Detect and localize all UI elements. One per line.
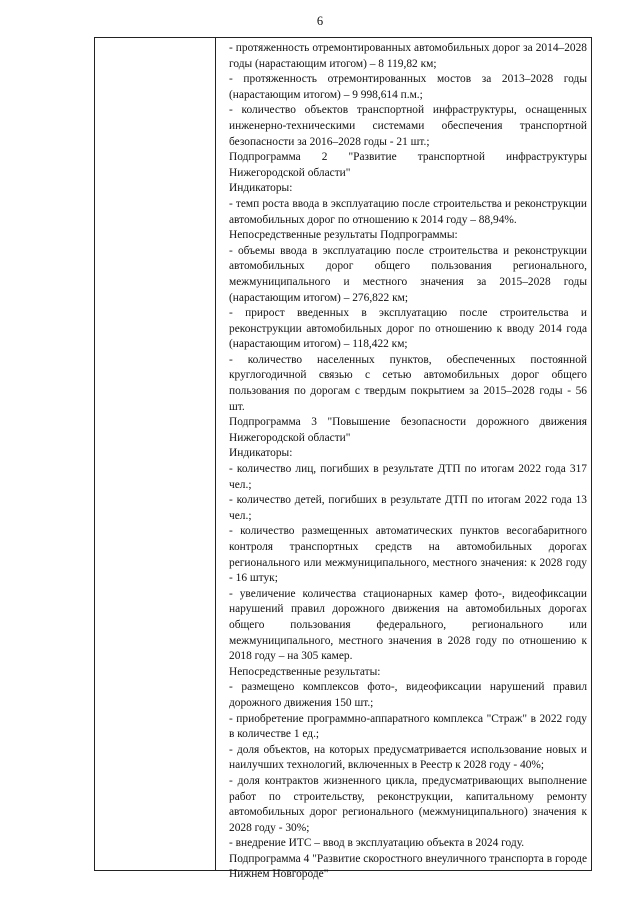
paragraph: - объемы ввода в эксплуатацию после строительства и реконструкции автомобильных дорог общего пользования регионального, межмуниципального и местного значения за 2015–2028 годы (нарастающим итогом) – 276,822 км; bbox=[229, 244, 587, 304]
paragraph: - протяженность отремонтированных мостов за 2013–2028 годы (нарастающим итогом) – 9 998,614 п.м.; bbox=[229, 73, 587, 101]
paragraph: - протяженность отремонтированных автомобильных дорог за 2014–2028 годы (нарастающим итогом) – 8 119,82 км; bbox=[229, 42, 587, 70]
paragraph: Индикаторы: bbox=[229, 447, 293, 460]
paragraph: - доля контрактов жизненного цикла, предусматривающих выполнение работ по строительству, реконструкции, капитальному ремонту автомобильных дорог регионального (межмуниципального) значения к 2028 году - 30%; bbox=[229, 774, 587, 834]
paragraph: - доля объектов, на которых предусматривается использование новых и наилучших технологий, включенных в Реестр к 2028 году - 40%; bbox=[229, 743, 587, 772]
paragraph: Подпрограмма 4 "Развитие скоростного внеуличного транспорта в городе Нижнем Новгороде" bbox=[229, 852, 587, 881]
paragraph: Непосредственные результаты: bbox=[229, 665, 381, 678]
column-divider bbox=[215, 38, 216, 870]
paragraph: - количество объектов транспортной инфраструктуры, оснащенных инженерно-техническими системами обеспечения транспортной безопасности за 2016–2028 годы - 21 шт.; bbox=[229, 104, 587, 148]
paragraph: - прирост введенных в эксплуатацию после строительства и реконструкции автомобильных дорог по отношению к вводу 2014 года (нарастающим итогом) – 118,422 км; bbox=[229, 307, 587, 351]
paragraph: Непосредственные результаты Подпрограммы: bbox=[229, 229, 458, 242]
paragraph: Подпрограмма 3 "Повышение безопасности дорожного движения Нижегородской области" bbox=[229, 416, 587, 444]
page-number: 6 bbox=[316, 14, 324, 28]
paragraph: - количество детей, погибших в результате ДТП по итогам 2022 года 13 чел.; bbox=[229, 494, 587, 522]
paragraph: Подпрограмма 2 "Развитие транспортной инфраструктуры Нижегородской области" bbox=[229, 151, 587, 179]
content-table bbox=[94, 37, 592, 881]
table-cell-right bbox=[217, 41, 587, 883]
paragraph: - темп роста ввода в эксплуатацию после строительства и реконструкции автомобильных дорог по отношению к 2014 году – 88,94%. bbox=[229, 197, 587, 226]
paragraph: - количество размещенных автоматических пунктов весогабаритного контроля транспортных средств на автомобильных дорогах регионального или межмуниципального, местного значения: к 2028 году - 16 штук; bbox=[229, 525, 587, 585]
paragraph: - увеличение количества стационарных камер фото-, видеофиксации нарушений правил дорожного движения на автомобильных дорогах общего пользования федерального, регионального или межмуниципального, местного значения в 2028 году по отношению к 2018 году – на 305 камер. bbox=[229, 587, 587, 663]
paragraph: - внедрение ИТС – ввод в эксплуатацию объекта в 2024 году. bbox=[229, 837, 525, 850]
paragraph: - количество лиц, погибших в результате ДТП по итогам 2022 года 317 чел.; bbox=[229, 463, 587, 491]
paragraph: - приобретение программно-аппаратного комплекса "Страж" в 2022 году в количестве 1 ед.; bbox=[229, 712, 587, 741]
paragraph: - количество населенных пунктов, обеспеченных постоянной круглогодичной связью с сетью автомобильных дорог общего пользования по дорогам с твердым покрытием за 2015–2028 годы - 56 шт. bbox=[229, 353, 587, 413]
paragraph: - размещено комплексов фото-, видеофиксации нарушений правил дорожного движения 150 шт.; bbox=[229, 681, 587, 709]
paragraph: Индикаторы: bbox=[229, 182, 293, 195]
